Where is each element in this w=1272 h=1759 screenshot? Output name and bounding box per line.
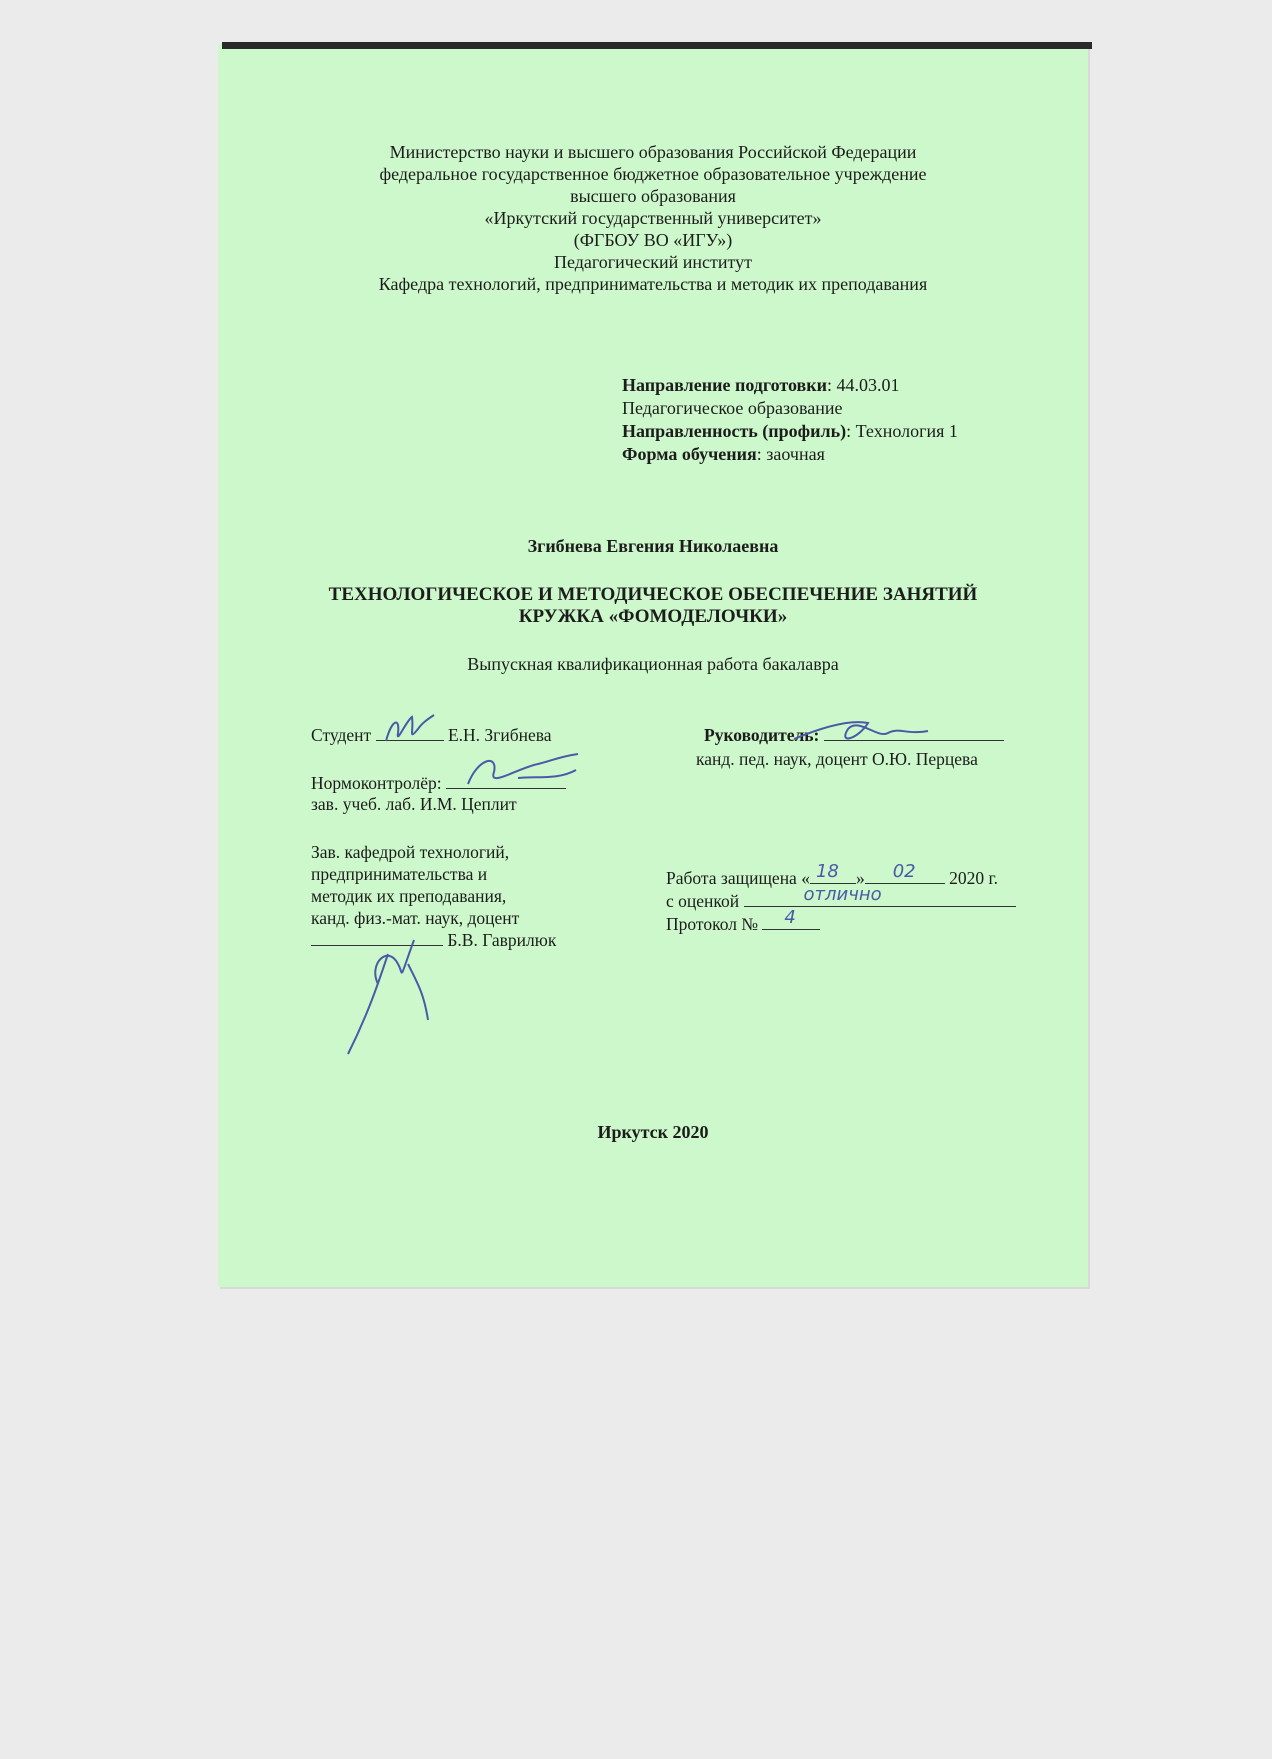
work-type: Выпускная квалификационная работа бакалавра <box>467 654 839 674</box>
institution-type-line: федеральное государственное бюджетное образовательное учреждение <box>379 164 927 184</box>
defense-month: 02 <box>892 861 916 882</box>
grade-value: отлично <box>803 884 882 905</box>
supervisor-signature <box>788 709 938 749</box>
protocol-line <box>762 907 820 930</box>
head-line-2: предпринимательства и <box>311 864 488 884</box>
thesis-title-line1: ТЕХНОЛОГИЧЕСКОЕ И МЕТОДИЧЕСКОЕ ОБЕСПЕЧЕНИЕ ЗАНЯТИЙ <box>328 584 978 605</box>
scan-top-edge <box>222 42 1092 49</box>
study-direction-block <box>622 374 958 466</box>
defense-day: 18 <box>815 861 839 882</box>
head-line-1: Зав. кафедрой технологий, <box>311 842 510 862</box>
protocol-number: 4 <box>784 907 796 928</box>
institution-header <box>218 141 1088 295</box>
direction-value: : 44.03.01 <box>827 375 900 395</box>
author-name: Згибнева Евгения Николаевна <box>527 536 779 556</box>
protocol-row <box>666 907 820 935</box>
direction-label: Направление подготовки <box>622 375 828 395</box>
grade-label: с оценкой <box>666 891 740 911</box>
profile-label: Направленность (профиль) <box>622 421 847 441</box>
profile-value: : Технология 1 <box>846 421 958 441</box>
head-name: Б.В. Гаврилюк <box>447 930 557 950</box>
supervisor-label: Руководитель: <box>704 725 820 745</box>
study-form-label: Форма обучения <box>622 444 757 464</box>
defense-day-line <box>810 861 856 884</box>
grade-line <box>744 884 1016 907</box>
normcontrol-label: Нормоконтролёр: <box>311 773 442 793</box>
thesis-title-line2: КРУЖКА «ФОМОДЕЛОЧКИ» <box>518 606 788 627</box>
defense-year: 2020 г. <box>949 868 999 888</box>
protocol-label: Протокол № <box>666 914 759 934</box>
normcontrol-title: зав. учеб. лаб. И.М. Цеплит <box>311 794 517 814</box>
student-signature <box>378 711 438 751</box>
defense-month-line <box>865 861 945 884</box>
ministry-line: Министерство науки и высшего образования Российской Федерации <box>389 142 917 162</box>
study-form-value: : заочная <box>756 444 825 464</box>
department-name: Кафедра технологий, предпринимательства и методик их преподавания <box>378 274 928 294</box>
university-name: «Иркутский государственный университет» <box>484 208 822 228</box>
head-line-3: методик их преподавания, <box>311 886 507 906</box>
education-level-line: высшего образования <box>570 186 736 206</box>
institute-name: Педагогический институт <box>553 252 753 272</box>
grade-row <box>666 884 1016 912</box>
supervisor-title: канд. пед. наук, доцент О.Ю. Перцева <box>696 749 978 769</box>
head-line-4: канд. физ.-мат. наук, доцент <box>311 908 520 928</box>
normcontrol-signature <box>458 748 588 794</box>
thesis-title <box>218 584 1088 628</box>
thesis-cover-sheet <box>218 44 1088 1287</box>
student-label: Студент <box>311 725 372 745</box>
student-name: Е.Н. Згибнева <box>447 725 552 745</box>
city-year: Иркутск 2020 <box>597 1122 709 1142</box>
direction-value-name: Педагогическое образование <box>622 398 843 418</box>
head-signature <box>338 924 448 1064</box>
university-abbr: (ФГБОУ ВО «ИГУ») <box>573 230 733 250</box>
defense-mid: » <box>855 868 865 888</box>
defense-label: Работа защищена « <box>666 868 810 888</box>
